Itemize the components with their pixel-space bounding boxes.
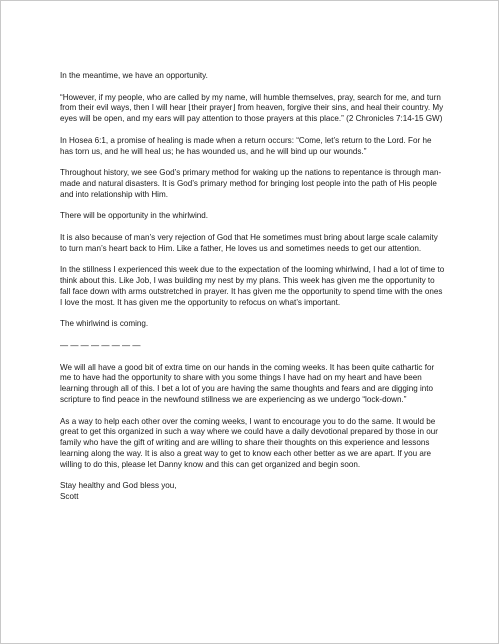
signature: Scott: [60, 492, 79, 502]
paragraph: Throughout history, we see God’s primary method for waking up the nations to repentance is through man-made and natural disasters. It is God’s primary method for bringing lost people into the path of His people and into relationship with Him.: [60, 168, 442, 199]
paragraph: There will be opportunity in the whirlwind.: [60, 211, 209, 221]
paragraph: In the meantime, we have an opportunity.: [60, 71, 208, 80]
scripture-quote-paragraph: “However, if my people, who are called by my name, will humble themselves, pray, search for me, and turn from their evil ways, then I will hear ⌊their prayer⌋ from heaven, forgive their sins, and heal their country. My eyes will be open, and my ears will pay attention to those prayers at this place.” (2 Chronicles 7:14-15 GW): [60, 92, 444, 124]
paragraph: We will all have a good bit of extra time on our hands in the coming weeks. It has been quite cathartic for me to have had the opportunity to share with you some things I have had on my heart and have been learning through all of this. I bet a lot of you are having the same thoughts and fears and are digging into scripture to find peace in the newfound stillness we are experiencing as we undergo “lock-down.”: [60, 362, 435, 404]
paragraph: As a way to help each other over the coming weeks, I want to encourage you to do the same. It would be great to get this organized in such a way where we could have a daily devotional prepared by those in our family who have the gift of writing and are willing to share their thoughts on this experience and lessons learning along the way. It is also a great way to get to know each other better as we are apart. If you are willing to do this, please let Danny know and this can get organized and begin soon.: [60, 416, 438, 469]
paragraph: The whirlwind is coming.: [60, 319, 149, 329]
paragraph: In the stillness I experienced this week due to the expectation of the looming whirlwind, I had a lot of time to think about this. Like Job, I was building my nest by my plans. This week has given me the opportunity to fall face down with arms outstretched in prayer. It has given me the opportunity to spend time with the ones I love the most. It has given me the opportunity to refocus on what’s important.: [60, 265, 445, 307]
section-divider: — — — — — — — —: [60, 340, 141, 350]
document-body: [60, 71, 445, 503]
closing-line: Stay healthy and God bless you,: [60, 481, 177, 491]
paragraph: It is also because of man’s very rejection of God that He sometimes must bring about large scale calamity to turn man’s heart back to Him. Like a father, He loves us and sometimes needs to get our attention.: [60, 232, 438, 253]
paragraph: In Hosea 6:1, a promise of healing is made when a return occurs: “Come, let’s return to the Lord. For he has torn us, and he will heal us; he has wounded us, and he will bind up our wounds.”: [60, 135, 432, 156]
